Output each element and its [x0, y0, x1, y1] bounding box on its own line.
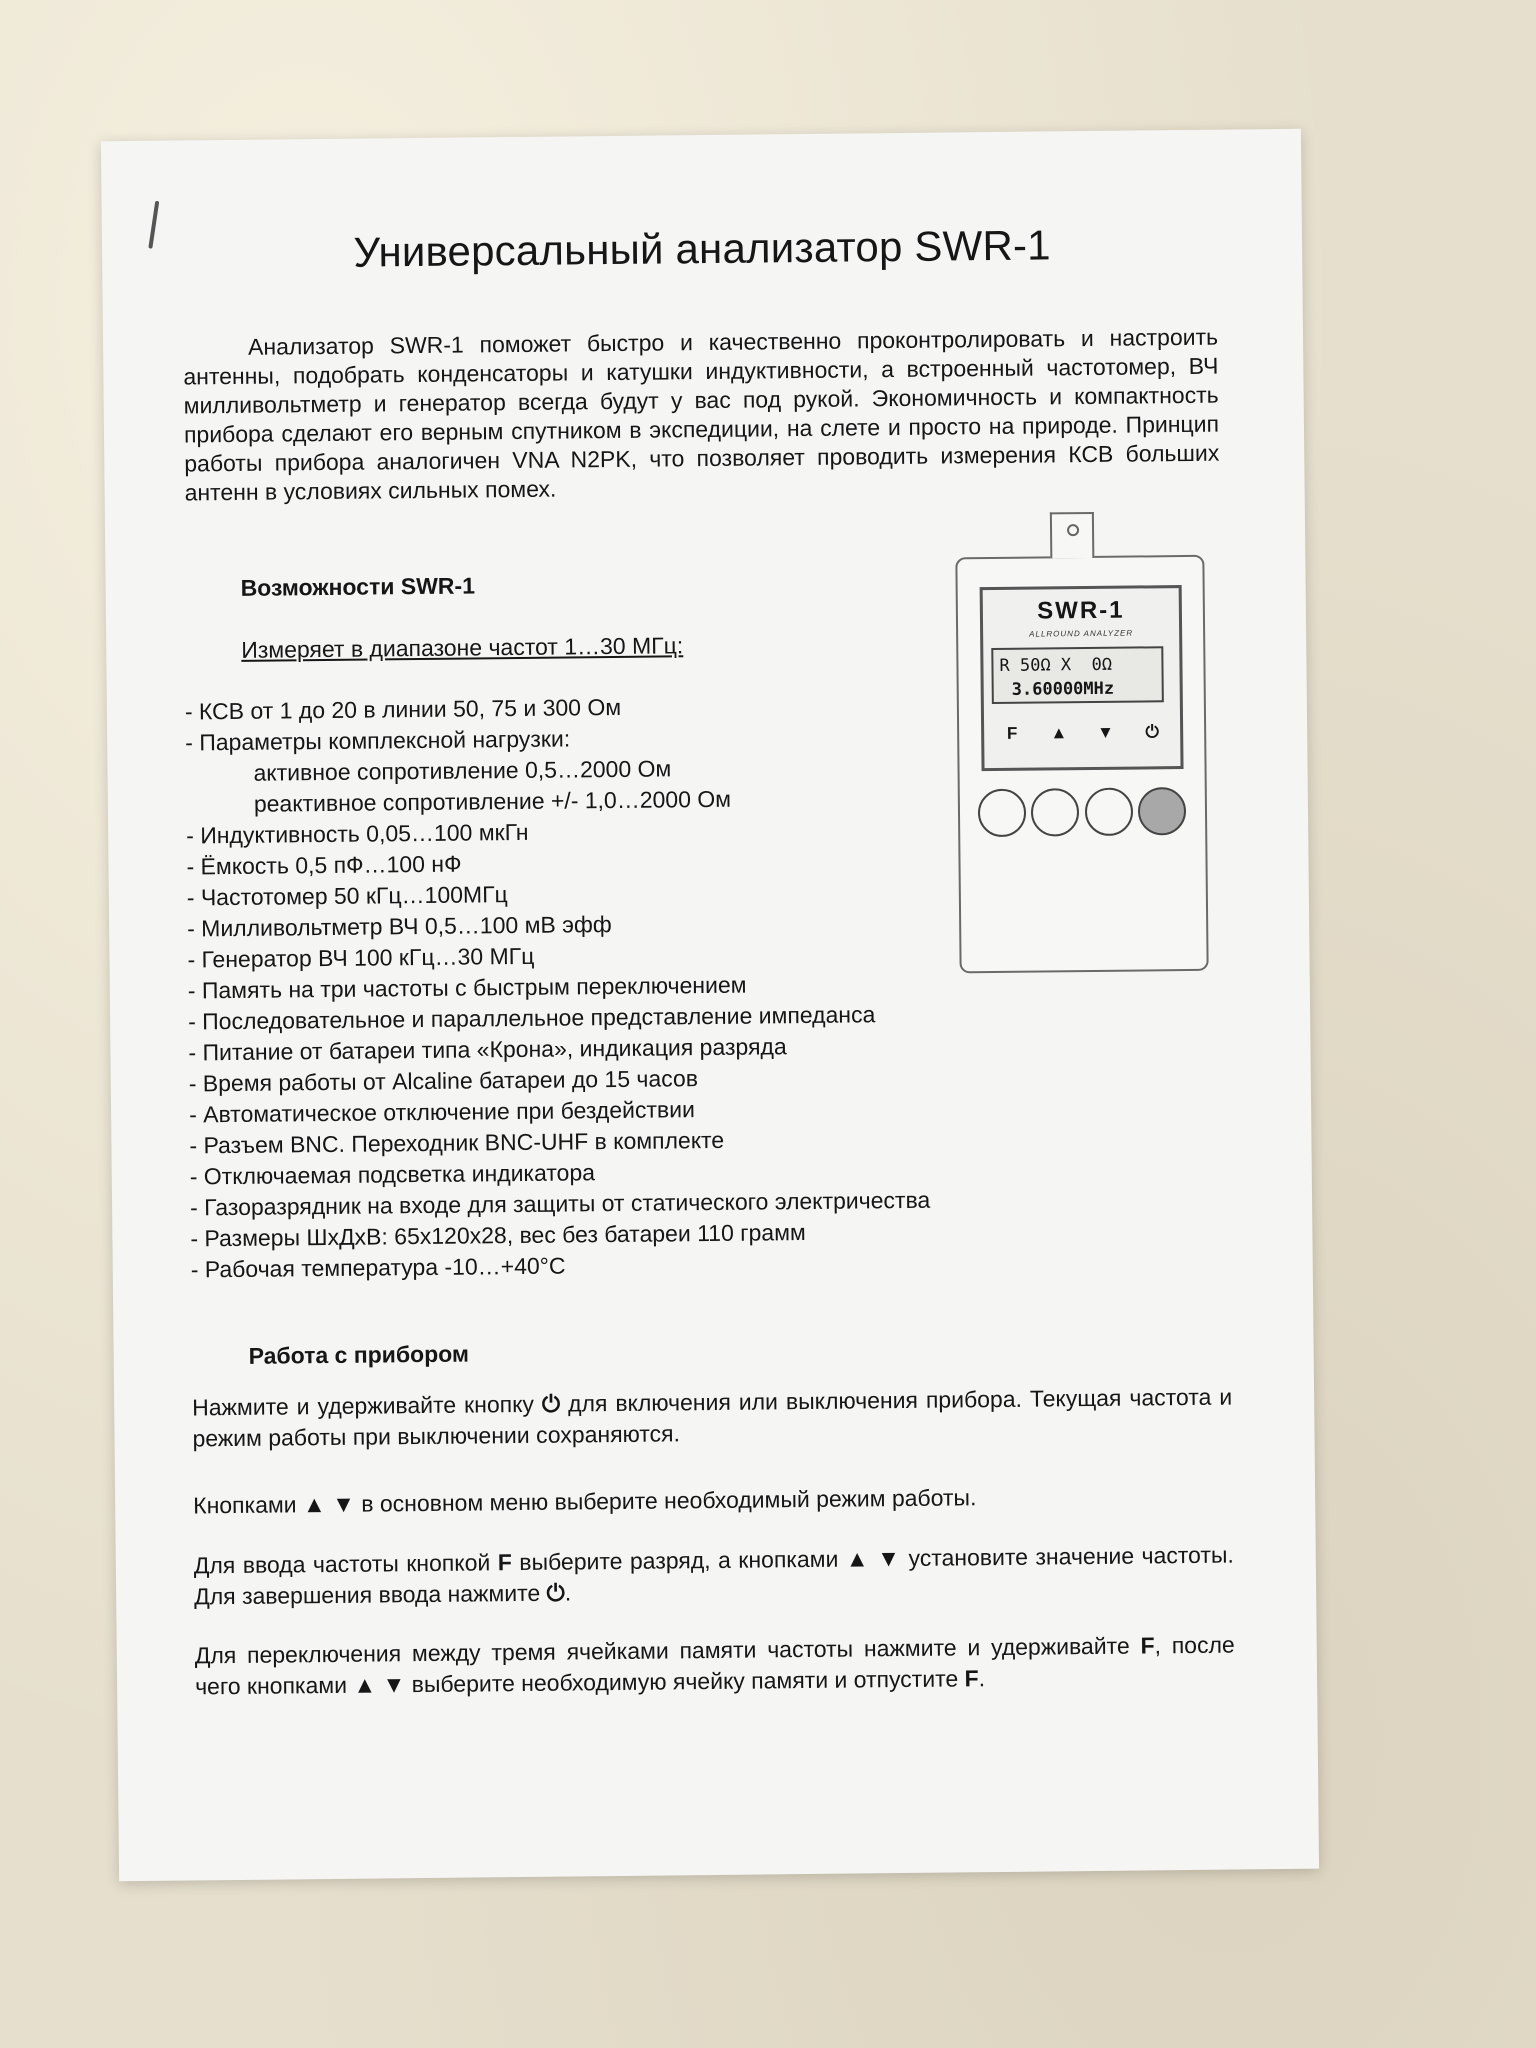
feature-item: - Последовательное и параллельное представление импеданса — [188, 1001, 876, 1035]
feature-item: - Газоразрядник на входе для защиты от статического электричества — [189, 1186, 931, 1221]
feature-item: - Генератор ВЧ 100 кГц…30 МГц — [187, 942, 535, 973]
feature-item: - Разъем BNC. Переходник BNC-UHF в комплекте — [189, 1126, 725, 1159]
power-icon: ⏻ — [546, 1579, 565, 1606]
key-label-up: ▲ — [1050, 723, 1068, 743]
text-span: выберите необходимую ячейку памяти и отпустите — [411, 1665, 959, 1698]
text-span: в основном меню выберите необходимый режим работы. — [361, 1484, 977, 1517]
feature-subitem: активное сопротивление 0,5…2000 Ом — [253, 755, 672, 786]
work-heading: Работа с прибором — [248, 1340, 470, 1369]
power-icon: ⏻ — [541, 1390, 561, 1417]
text-span: Нажмите и удерживайте кнопку — [192, 1390, 535, 1421]
feature-item: - Автоматическое отключение при бездействии — [188, 1096, 695, 1128]
paragraph-mode — [193, 1480, 1233, 1522]
f-key-icon: F — [497, 1549, 512, 1576]
paragraph-frequency: Для ввода частоты кнопкой F выберите разряд, а кнопками ▲ ▼ установите значение частоты. Для завершения ввода нажмите ⏻. — [193, 1541, 1234, 1610]
key-label-down: ▼ — [1096, 722, 1114, 742]
document-title: Универсальный анализатор SWR-1 — [353, 221, 1051, 276]
f-key-icon: F — [964, 1665, 979, 1692]
feature-item: - Рабочая температура -10…+40°C — [190, 1252, 566, 1283]
device-subtitle: ALLROUND ANALYZER — [1029, 628, 1134, 639]
intro-text: Анализатор SWR-1 поможет быстро и качественно проконтролировать и настроить антенны, подобрать конденсаторы и катушки индуктивности, а встроенный частотомер, ВЧ милливольтметр и генератор всегда будут у вас под рукой. Экономичность и компактность прибора сделают его верным спутником в экспедиции, на слете и просто на природе. Принцип работы прибора аналогичен VNA N2PK, что позволяет проводить измерения КСВ больших антенн в условиях сильных помех. — [183, 323, 1220, 506]
lcd-line-1: R 50Ω X 0Ω — [999, 654, 1113, 676]
device-illustration — [955, 555, 1208, 974]
feature-item: - Память на три частоты с быстрым переключением — [187, 971, 747, 1004]
up-down-icon: ▲ ▼ — [353, 1671, 406, 1698]
bnc-connector — [1050, 512, 1094, 558]
device-brand: SWR-1 — [1037, 596, 1125, 625]
device-front-panel — [980, 585, 1184, 771]
f-key-icon: F — [1140, 1632, 1155, 1659]
device-buttons — [978, 787, 1186, 837]
device-button-power — [1138, 787, 1187, 836]
text-span: Для ввода частоты кнопкой — [193, 1549, 491, 1579]
text-span: , после чего кнопками — [194, 1631, 1235, 1700]
feature-item: - Питание от батареи типа «Крона», индикация разряда — [188, 1033, 787, 1066]
text-span: установите значение частоты. Для завершения ввода нажмите — [194, 1541, 1234, 1610]
feature-item: - Милливольтметр ВЧ 0,5…100 мВ эфф — [187, 911, 612, 942]
key-labels — [990, 722, 1174, 744]
feature-item: - Ёмкость 0,5 пФ…100 нФ — [186, 850, 462, 880]
paragraph-memory: Для переключения между тремя ячейками памяти частоты нажмите и удерживайте F, после чего кнопками ▲ ▼ выберите необходимую ячейку памяти и отпустите F. — [194, 1631, 1235, 1700]
up-down-icon: ▲ ▼ — [845, 1545, 902, 1572]
feature-item: - КСВ от 1 до 20 в линии 50, 75 и 300 Ом — [184, 693, 622, 725]
lcd-line-2: 3.60000MHz — [1011, 678, 1115, 700]
text-span: Для переключения между тремя ячейками памяти частоты нажмите и удерживайте — [194, 1632, 1130, 1669]
device-button-up — [1031, 788, 1080, 837]
device-button-f — [978, 789, 1027, 838]
intro-paragraph — [183, 323, 1220, 508]
document-sheet — [101, 129, 1319, 1881]
feature-item: - Индуктивность 0,05…100 мкГн — [186, 818, 529, 849]
connector-pin — [1067, 524, 1079, 536]
text-span: выберите разряд, а кнопками — [519, 1545, 839, 1576]
feature-item: - Размеры ШхДхВ: 65х120х28, вес без батареи 110 грамм — [190, 1219, 806, 1252]
text-span: Кнопками — [193, 1491, 297, 1519]
up-down-icon: ▲ ▼ — [302, 1490, 356, 1518]
paragraph-power — [192, 1382, 1233, 1455]
key-label-power: ⏻ — [1145, 722, 1159, 742]
feature-subitem: реактивное сопротивление +/- 1,0…2000 Ом — [253, 785, 732, 817]
feature-item: - Время работы от Alcaline батареи до 15 часов — [188, 1065, 699, 1097]
feature-item: - Параметры комплексной нагрузки: — [185, 725, 571, 756]
text-span: для включения или выключения прибора. Текущая частота и режим работы при выключении сохраняются. — [192, 1383, 1233, 1452]
features-heading: Возможности SWR-1 — [240, 572, 476, 601]
feature-item: - Частотомер 50 кГц…100МГц — [186, 881, 508, 911]
feature-item: - Отключаемая подсветка индикатора — [189, 1159, 596, 1190]
features-list — [185, 689, 931, 1286]
key-label-f: F — [1006, 723, 1018, 743]
device-button-down — [1084, 788, 1133, 837]
lcd-display — [991, 646, 1164, 704]
range-line: Измеряет в диапазоне частот 1…30 МГц: — [241, 632, 684, 663]
